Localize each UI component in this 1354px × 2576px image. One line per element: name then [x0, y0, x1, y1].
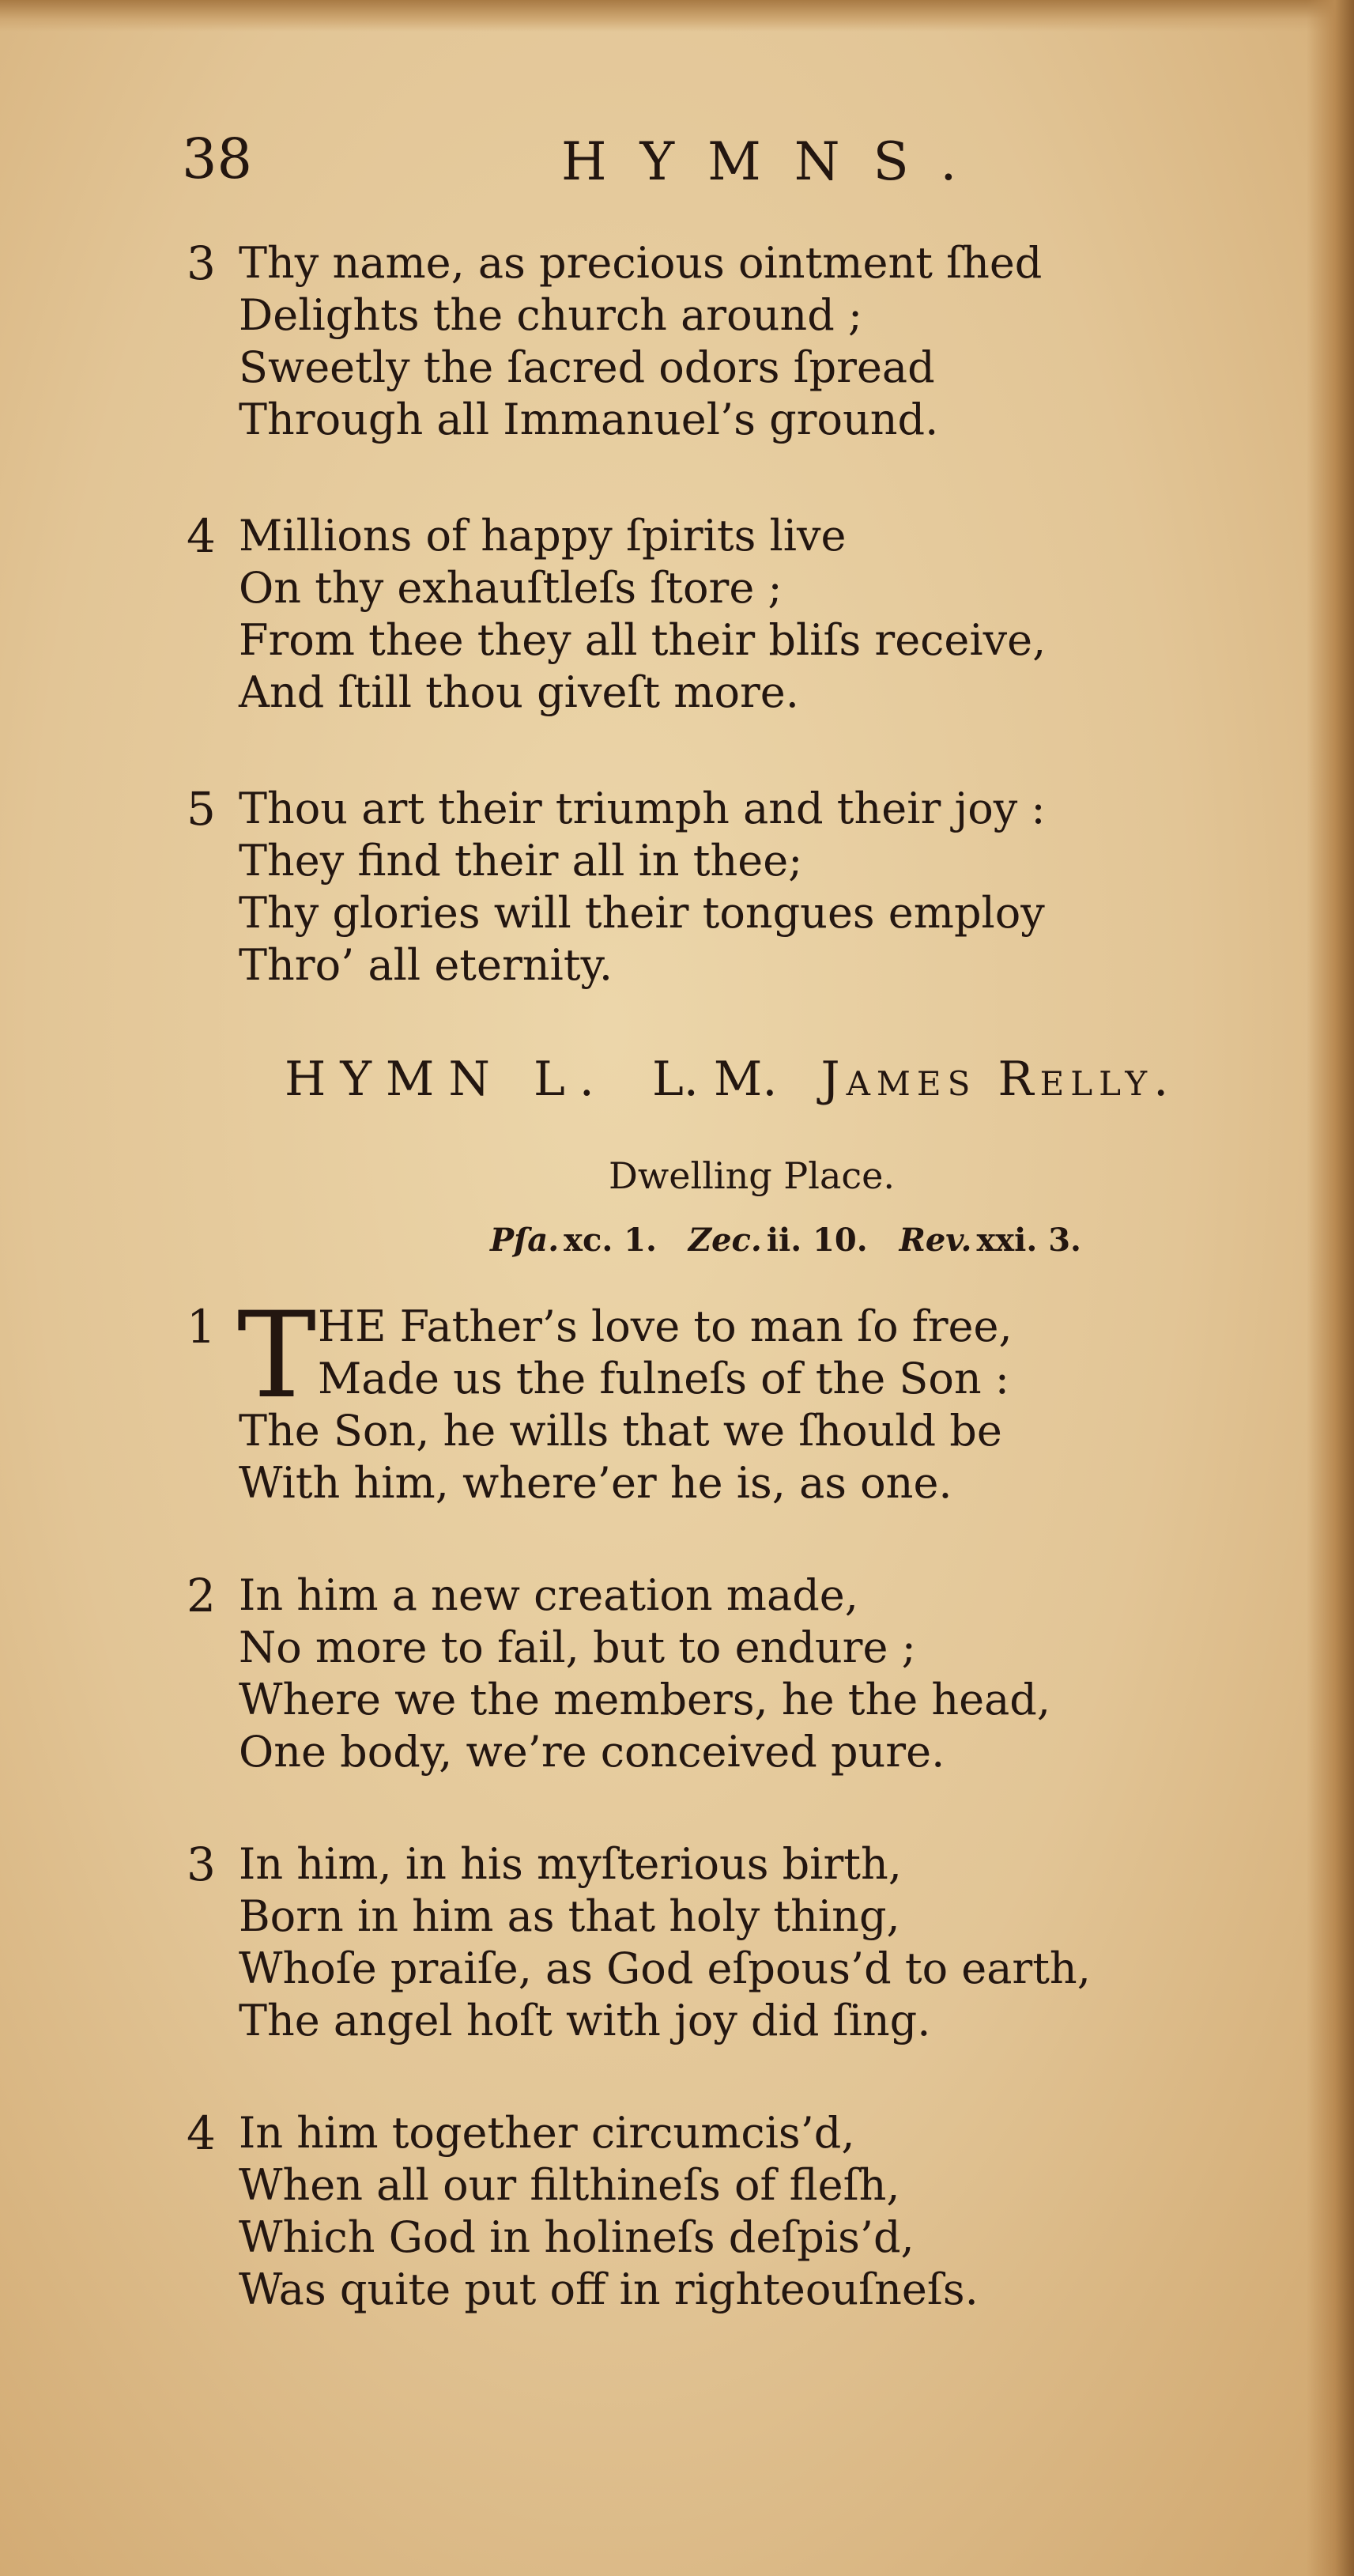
verse-line: From thee they all their bliſs receive, — [239, 615, 1047, 665]
stanza-number: 4 — [187, 2106, 216, 2160]
page-edge-shadow-right — [1307, 0, 1354, 2576]
reference-book: Pſa. — [490, 1222, 560, 1259]
hymn-title: HYMN L. — [285, 1052, 609, 1107]
verse-line: Made us the fulneſs of the Son : — [318, 1354, 1009, 1403]
page-edge-shadow-top — [0, 0, 1354, 32]
verse-line: On thy exhauſtleſs ſtore ; — [239, 563, 783, 613]
stanza — [187, 237, 1042, 446]
verse-line: The Son, he wills that we ſhould be — [239, 1406, 1002, 1456]
page-number: 38 — [182, 127, 253, 191]
reference-book: Rev. — [899, 1222, 972, 1259]
scripture-reference — [688, 1222, 868, 1259]
stanza-number: 4 — [187, 509, 216, 563]
verse-line: In him, in his myſterious birth, — [239, 1839, 902, 1889]
reference-cite: xxi. 3. — [976, 1222, 1081, 1259]
drop-cap: T — [237, 1287, 317, 1425]
verse-line: Which God in holineſs deſpis’d, — [239, 2212, 915, 2262]
verse-line: They find their all in thee; — [239, 836, 803, 886]
stanza-number: 3 — [187, 236, 216, 290]
verse-line: The angel hoſt with joy did ſing. — [239, 1996, 931, 2045]
scripture-reference — [900, 1222, 1081, 1259]
scripture-references — [490, 1222, 1102, 1259]
hymn-meter: L. M. — [651, 1052, 778, 1107]
stanza — [187, 783, 1046, 991]
verse-line: Thro’ all eternity. — [239, 940, 613, 990]
verse-line: No more to fail, but to endure ; — [239, 1622, 916, 1672]
verse-line: Millions of happy ſpirits live — [239, 511, 847, 561]
verse-line: In him a new creation made, — [239, 1570, 858, 1620]
reference-book: Zec. — [688, 1222, 762, 1259]
verse-line: Sweetly the ſacred odors ſpread — [239, 342, 935, 392]
reference-cite: xc. 1. — [564, 1222, 657, 1259]
verse-line: When all our filthineſs of fleſh, — [239, 2160, 900, 2210]
stanza-number: 1 — [187, 1300, 216, 1354]
stanza-number: 2 — [187, 1569, 216, 1622]
stanza — [187, 1838, 1091, 2047]
hymn-author: James Relly. — [820, 1052, 1175, 1107]
stanza-number: 5 — [187, 782, 216, 836]
verse-line: Thy glories will their tongues employ — [239, 888, 1045, 938]
verse-line: In him together circumcis’d, — [239, 2108, 855, 2158]
verse-line: Thou art their triumph and their joy : — [239, 784, 1046, 833]
verse-line: Through all Immanuel’s ground. — [239, 395, 939, 444]
verse-line: Where we the members, he the head, — [239, 1675, 1051, 1724]
stanza-number: 3 — [187, 1838, 216, 1891]
stanza — [187, 1569, 1050, 1778]
verse-line: And ſtill thou giveſt more. — [239, 667, 799, 717]
hymn-heading — [285, 1052, 1203, 1107]
verse-line: Was quite put off in righteouſneſs. — [239, 2264, 979, 2314]
page-header — [182, 127, 1004, 206]
verse-line: Whoſe praiſe, as God eſpous’d to earth, — [239, 1943, 1091, 1993]
scripture-reference — [490, 1222, 657, 1259]
stanza — [187, 2107, 979, 2316]
verse-line: Thy name, as precious ointment ſhed — [239, 238, 1043, 288]
verse-line: HE Father’s love to man ſo free, — [318, 1301, 1013, 1351]
running-title: HYMNS. — [561, 131, 990, 192]
reference-cite: ii. 10. — [766, 1222, 868, 1259]
stanza — [187, 510, 1046, 719]
verse-line: Born in him as that holy thing, — [239, 1891, 900, 1941]
verse-line: One body, we’re conceived pure. — [239, 1727, 945, 1777]
verse-line: Delights the church around ; — [239, 290, 863, 340]
hymn-subtitle: Dwelling Place. — [609, 1154, 896, 1197]
verse-line: With him, where’er he is, as one. — [239, 1458, 952, 1508]
